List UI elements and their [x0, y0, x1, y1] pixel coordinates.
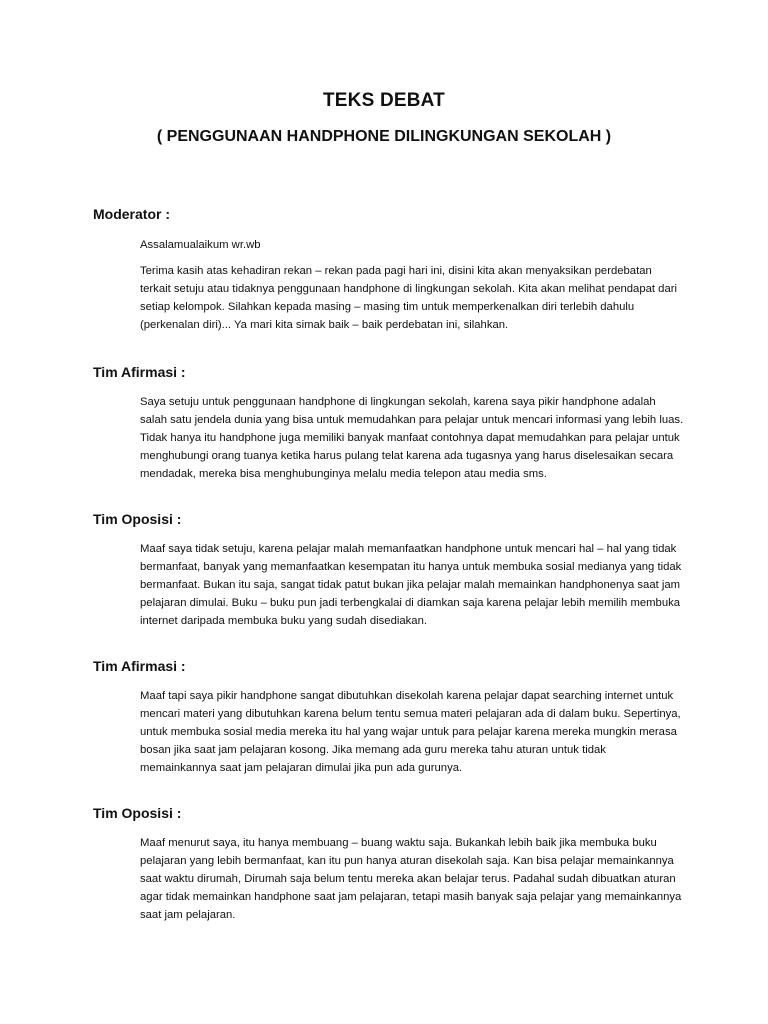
moderator-greeting: Assalamualaikum wr.wb	[140, 239, 261, 251]
speaker-heading-oposisi-1: Tim Oposisi :	[93, 511, 182, 527]
document-subtitle: ( PENGGUNAAN HANDPHONE DILINGKUNGAN SEKOLAH )	[156, 128, 612, 145]
afirmasi-argument-1: Saya setuju untuk penggunaan handphone di lingkungan sekolah, karena saya pikir handphone adalah salah satu jendela dunia yang bisa untuk memudahkan para pelajar untuk mencari informasi yang lebih luas. Tidak hanya itu handphone juga memiliki banyak manfaat contohnya dapat memudahkan para pelajar untuk menghubungi orang tuanya ketika harus pulang telat karena ada tugasnya yang harus diselesaikan secara mendadak, mereka bisa menghubunginya melalu media telepon atau media sms.	[140, 396, 684, 480]
afirmasi-argument-2: Maaf tapi saya pikir handphone sangat dibutuhkan disekolah karena pelajar dapat searching internet untuk mencari materi yang dibutuhkan karena belum tentu semua materi pelajaran ada di dalam buku. Sepertinya, untuk membuka sosial media mereka itu hal yang wajar untuk para pelajar karena mereka mungkin merasa bosan jika saat jam pelajaran kosong. Jika memang ada guru mereka tahu aturan untuk tidak memainkannya saat jam pelajaran dimulai jika pun ada gurunya.	[140, 690, 681, 774]
speaker-heading-moderator: Moderator :	[93, 206, 170, 222]
moderator-opening: Terima kasih atas kehadiran rekan – rekan pada pagi hari ini, disini kita akan menyaksikan perdebatan terkait setuju atau tidaknya penggunaan handphone di lingkungan sekolah. Kita akan melihat pendapat dari setiap kelompok. Silahkan kepada masing – masing tim untuk memperkenalkan diri terlebih dahulu (perkenalan diri)... Ya mari kita simak baik – baik perdebatan ini, silahkan.	[140, 265, 677, 331]
speaker-heading-afirmasi-2: Tim Afirmasi :	[93, 658, 186, 674]
speaker-heading-oposisi-2: Tim Oposisi :	[93, 805, 182, 821]
speaker-heading-afirmasi-1: Tim Afirmasi :	[93, 364, 186, 380]
oposisi-argument-2: Maaf menurut saya, itu hanya membuang – buang waktu saja. Bukankah lebih baik jika membuka buku pelajaran yang lebih bermanfaat, kan itu pun hanya aturan disekolah saja. Kan bisa pelajar memainkannya saat waktu dirumah, Dirumah saja belum tentu mereka akan belajar terus. Padahal sudah dibuatkan aturan agar tidak memainkan handphone saat jam pelajaran, tetapi masih banyak saja pelajar yang memainkannya saat jam pelajaran.	[140, 837, 682, 921]
document-title: TEKS DEBAT	[323, 90, 445, 111]
oposisi-argument-1: Maaf saya tidak setuju, karena pelajar malah memanfaatkan handphone untuk mencari hal – hal yang tidak bermanfaat, banyak yang memanfaatkan kesempatan itu hanya untuk membuka sosial medianya yang tidak bermanfaat. Bukan itu saja, sangat tidak patut bukan jika pelajar malah memainkan handphonenya saat jam pelajaran dimulai. Buku – buku pun jadi terbengkalai di diamkan saja karena pelajar lebih memilih membuka internet daripada membuka buku yang sudah disediakan.	[140, 543, 682, 627]
